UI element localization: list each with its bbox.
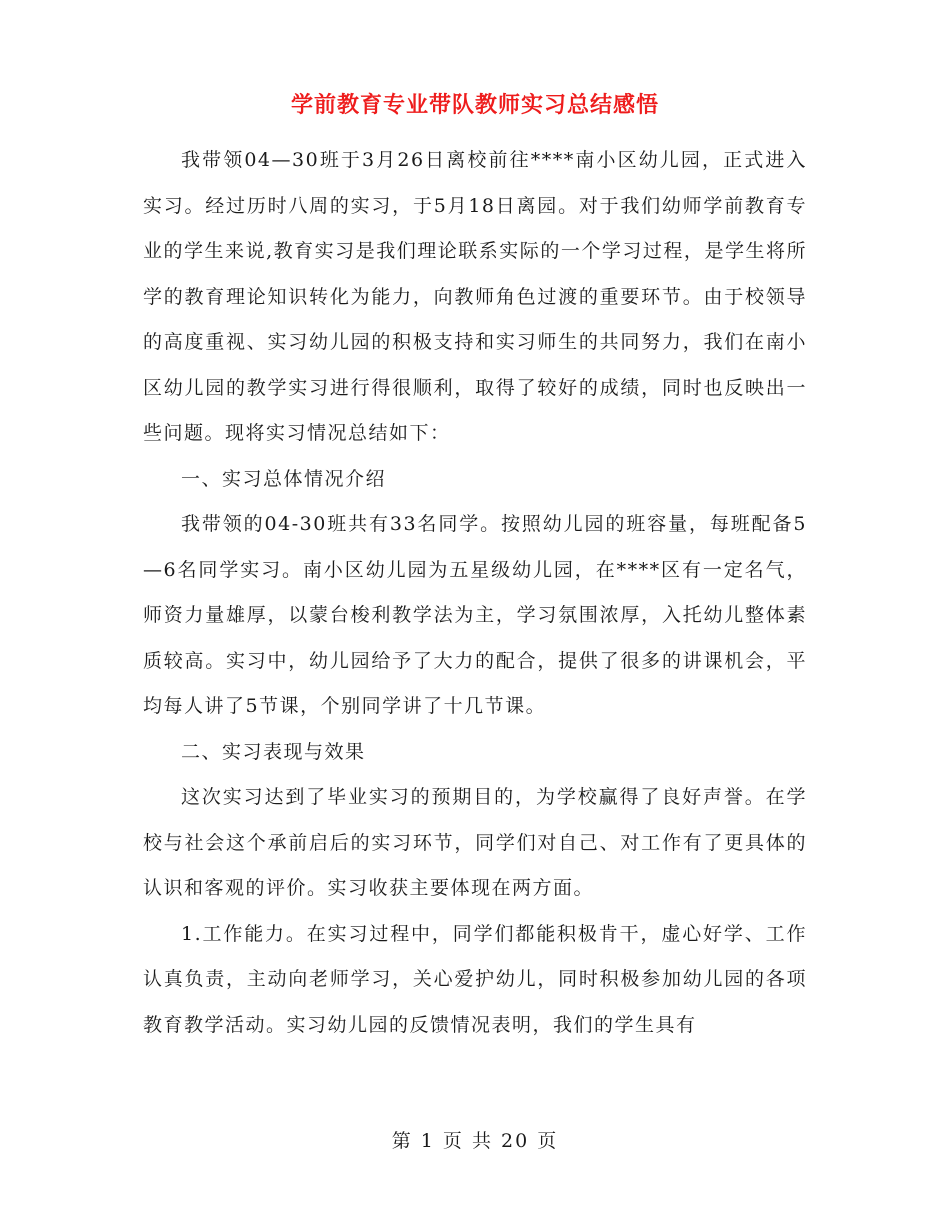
section-heading-overview: 一、实习总体情况介绍: [181, 467, 387, 490]
document-body: [143, 138, 807, 1048]
paragraph-performance: 这次实习达到了毕业实习的预期目的，为学校赢得了良好声誉。在学校与社会这个承前启后的实习环节，同学们对自己、对工作有了更具体的认识和客观的评价。实习收获主要体现在两方面。: [143, 786, 807, 899]
document-title: 学前教育专业带队教师实习总结感悟: [290, 93, 659, 118]
page-number-footer: 第 1 页 共 20 页: [391, 1130, 559, 1152]
paragraph-overview: 我带领的04-30班共有33名同学。按照幼儿园的班容量，每班配备5—6名同学实习。南小区幼儿园为五星级幼儿园，在****区有一定名气，师资力量雄厚，以蒙台梭利教学法为主，学习氛围浓厚，入托幼儿整体素质较高。实习中，幼儿园给予了大力的配合，提供了很多的讲课机会，平均每人讲了5节课，个别同学讲了十几节课。: [143, 513, 807, 717]
paragraph-work-ability: 1.工作能力。在实习过程中，同学们都能积极肯干，虚心好学、工作认真负责，主动向老师学习，关心爱护幼儿，同时积极参加幼儿园的各项教育教学活动。实习幼儿园的反馈情况表明，我们的学生具有: [143, 922, 807, 1036]
section-heading-performance: 二、实习表现与效果: [181, 740, 366, 763]
paragraph-intro: 我带领04—30班于3月26日离校前往****南小区幼儿园，正式进入实习。经过历时八周的实习，于5月18日离园。对于我们幼师学前教育专业的学生来说,教育实习是我们理论联系实际的一个学习过程，是学生将所学的教育理论知识转化为能力，向教师角色过渡的重要环节。由于校领导的高度重视、实习幼儿园的积极支持和实习师生的共同努力，我们在南小区幼儿园的教学实习进行得很顺利，取得了较好的成绩，同时也反映出一些问题。现将实习情况总结如下：: [143, 149, 807, 444]
